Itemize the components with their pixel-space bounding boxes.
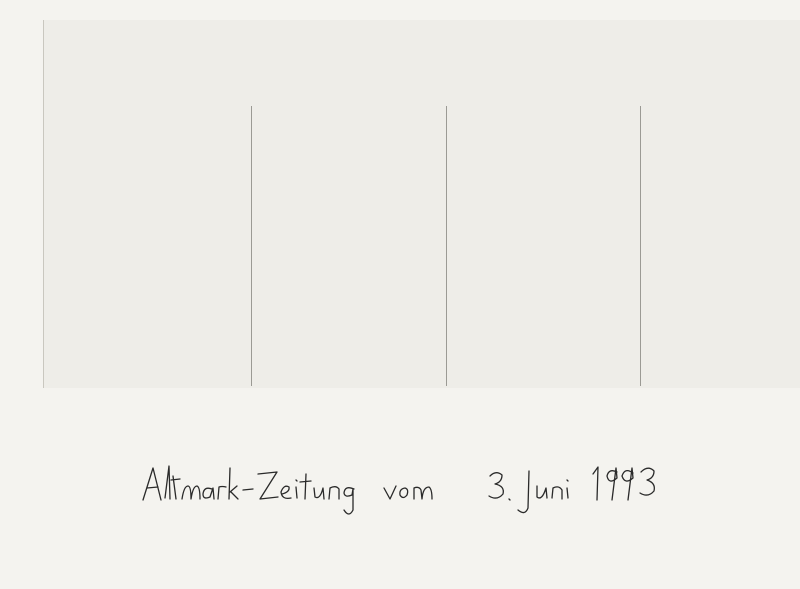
column-rule <box>640 106 641 386</box>
article-column-2 <box>258 106 444 388</box>
column-rule <box>446 106 447 386</box>
article-column-1 <box>50 106 246 388</box>
article-column-4 <box>644 90 800 388</box>
newspaper-clipping <box>44 20 800 388</box>
article-column-3 <box>449 90 637 388</box>
column-rule <box>251 106 252 386</box>
